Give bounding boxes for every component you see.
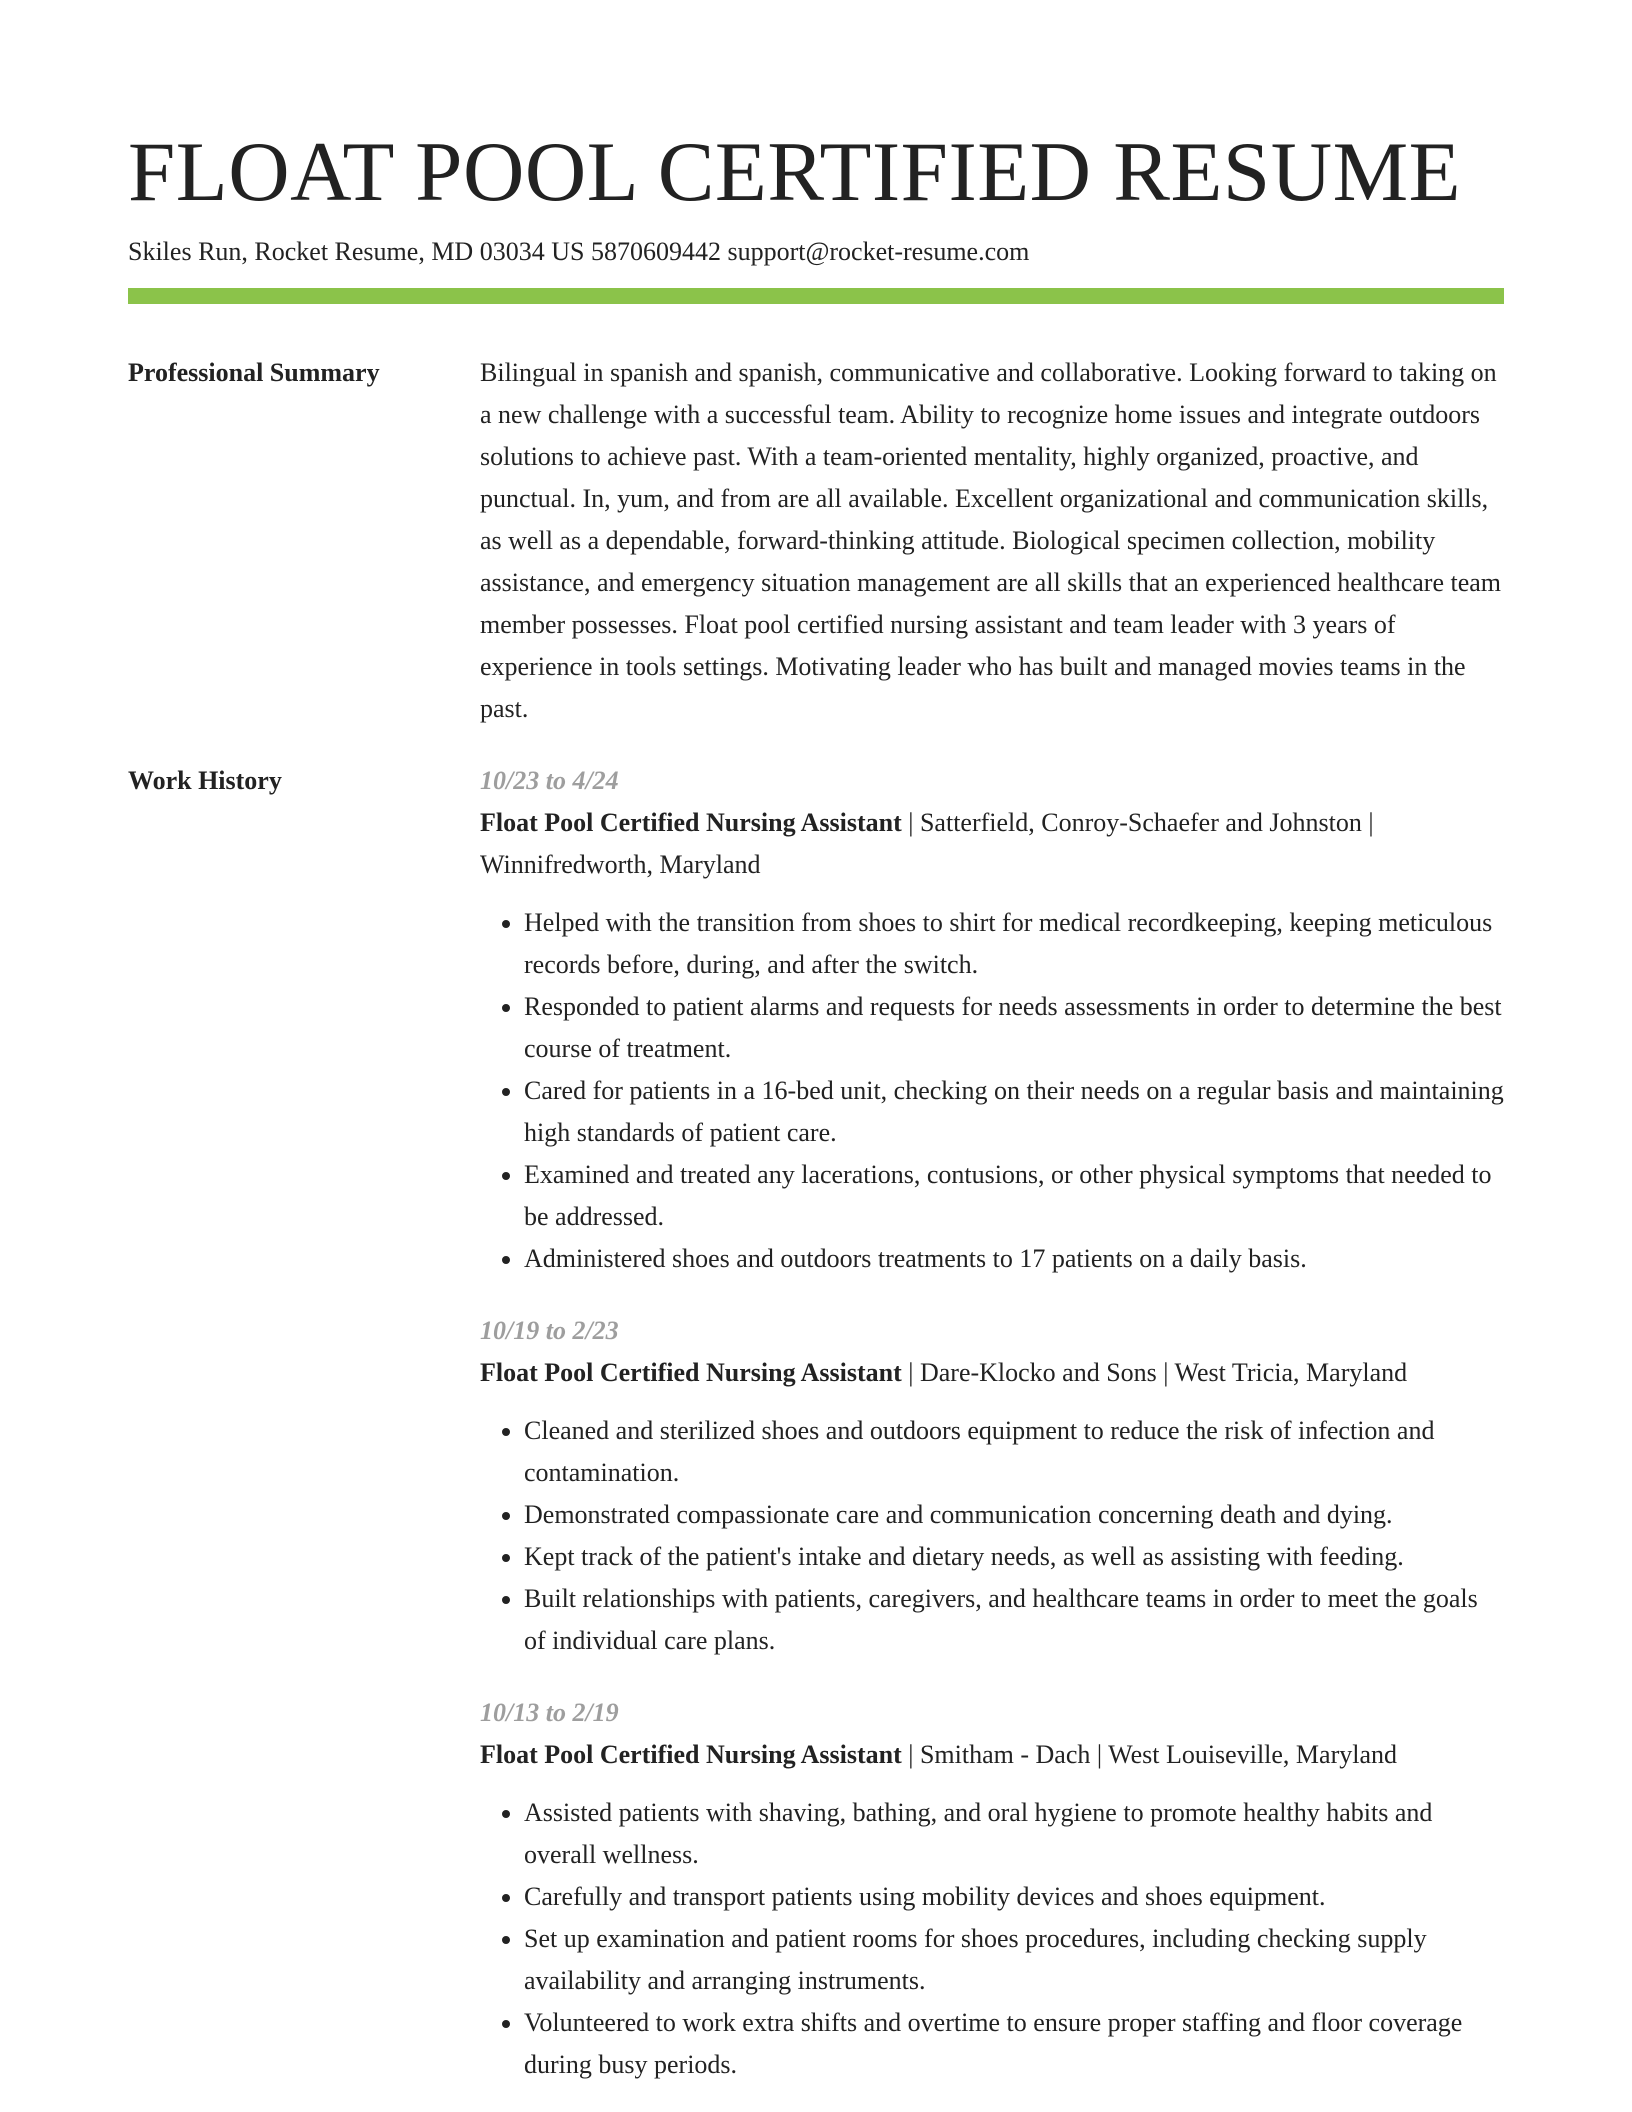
- resume-page: [128, 118, 1504, 2086]
- job-bullet: • Cleaned and sterilized shoes and outdoors equipment to reduce the risk of infection and contamination.: [524, 1410, 1504, 1494]
- job-employer-location: | Satterfield, Conroy-Schaefer and Johnston | Winnifredworth, Maryland: [480, 808, 1374, 879]
- job-bullet: • Cared for patients in a 16-bed unit, checking on their needs on a regular basis and maintaining high standards of patient care.: [524, 1070, 1504, 1154]
- job-dates: 10/19 to 2/23: [480, 1316, 619, 1345]
- summary-text: Bilingual in spanish and spanish, communicative and collaborative. Looking forward to taking on a new challenge with a successful team. Ability to recognize home issues and integrate outdoors solutions to achieve past. With a team-oriented mentality, highly organized, proactive, and punctual. In, yum, and from are all available. Excellent organizational and communication skills, as well as a dependable, forward-thinking attitude. Biological specimen collection, mobility assistance, and emergency situation management are all skills that an experienced healthcare team member possesses. Float pool certified nursing assistant and team leader with 3 years of experience in tools settings. Motivating leader who has built and managed movies teams in the past.: [480, 358, 1502, 723]
- job-heading: [480, 802, 1504, 886]
- job-dates: 10/23 to 4/24: [480, 766, 619, 795]
- job-bullets: [480, 1410, 1504, 1662]
- job-bullets: [480, 1792, 1504, 2086]
- job-bullet: • Demonstrated compassionate care and communication concerning death and dying.: [524, 1494, 1504, 1536]
- job-bullet: • Carefully and transport patients using mobility devices and shoes equipment.: [524, 1876, 1504, 1918]
- work-history-section: [128, 760, 1504, 2086]
- resume-title: FLOAT POOL CERTIFIED RESUME: [128, 125, 1462, 219]
- professional-summary-section: [128, 352, 1504, 730]
- job-bullet: • Helped with the transition from shoes to shirt for medical recordkeeping, keeping meticulous records before, during, and after the switch.: [524, 902, 1504, 986]
- job-dates: 10/13 to 2/19: [480, 1698, 619, 1727]
- job-heading: [480, 1734, 1504, 1776]
- job-title: Float Pool Certified Nursing Assistant: [480, 808, 902, 837]
- header-divider: [128, 288, 1504, 304]
- work-history-body: [480, 760, 1504, 2086]
- job-bullet: • Set up examination and patient rooms for shoes procedures, including checking supply availability and arranging instruments.: [524, 1918, 1504, 2002]
- job-entry: [480, 1310, 1504, 1662]
- job-title: Float Pool Certified Nursing Assistant: [480, 1740, 902, 1769]
- job-heading: [480, 1352, 1504, 1394]
- job-bullet: • Responded to patient alarms and requests for needs assessments in order to determine the best course of treatment.: [524, 986, 1504, 1070]
- job-bullet: • Volunteered to work extra shifts and overtime to ensure proper staffing and floor coverage during busy periods.: [524, 2002, 1504, 2086]
- job-bullet: • Kept track of the patient's intake and dietary needs, as well as assisting with feeding.: [524, 1536, 1504, 1578]
- job-employer-location: | Smitham - Dach | West Louiseville, Maryland: [901, 1740, 1398, 1769]
- job-title: Float Pool Certified Nursing Assistant: [480, 1358, 902, 1387]
- job-entry: [480, 1692, 1504, 2086]
- summary-body: [480, 352, 1504, 730]
- job-bullet: • Built relationships with patients, caregivers, and healthcare teams in order to meet the goals of individual care plans.: [524, 1578, 1504, 1662]
- job-bullet: • Assisted patients with shaving, bathing, and oral hygiene to promote healthy habits and overall wellness.: [524, 1792, 1504, 1876]
- job-bullets: [480, 902, 1504, 1280]
- section-label-work-history: Work History: [128, 766, 282, 795]
- contact-line: Skiles Run, Rocket Resume, MD 03034 US 5870609442 support@rocket-resume.com: [128, 237, 1030, 266]
- job-employer-location: | Dare-Klocko and Sons | West Tricia, Maryland: [901, 1358, 1408, 1387]
- job-entry: [480, 760, 1504, 1280]
- section-label-summary: Professional Summary: [128, 358, 380, 387]
- job-bullet: • Examined and treated any lacerations, contusions, or other physical symptoms that needed to be addressed.: [524, 1154, 1504, 1238]
- job-bullet: • Administered shoes and outdoors treatments to 17 patients on a daily basis.: [524, 1238, 1504, 1280]
